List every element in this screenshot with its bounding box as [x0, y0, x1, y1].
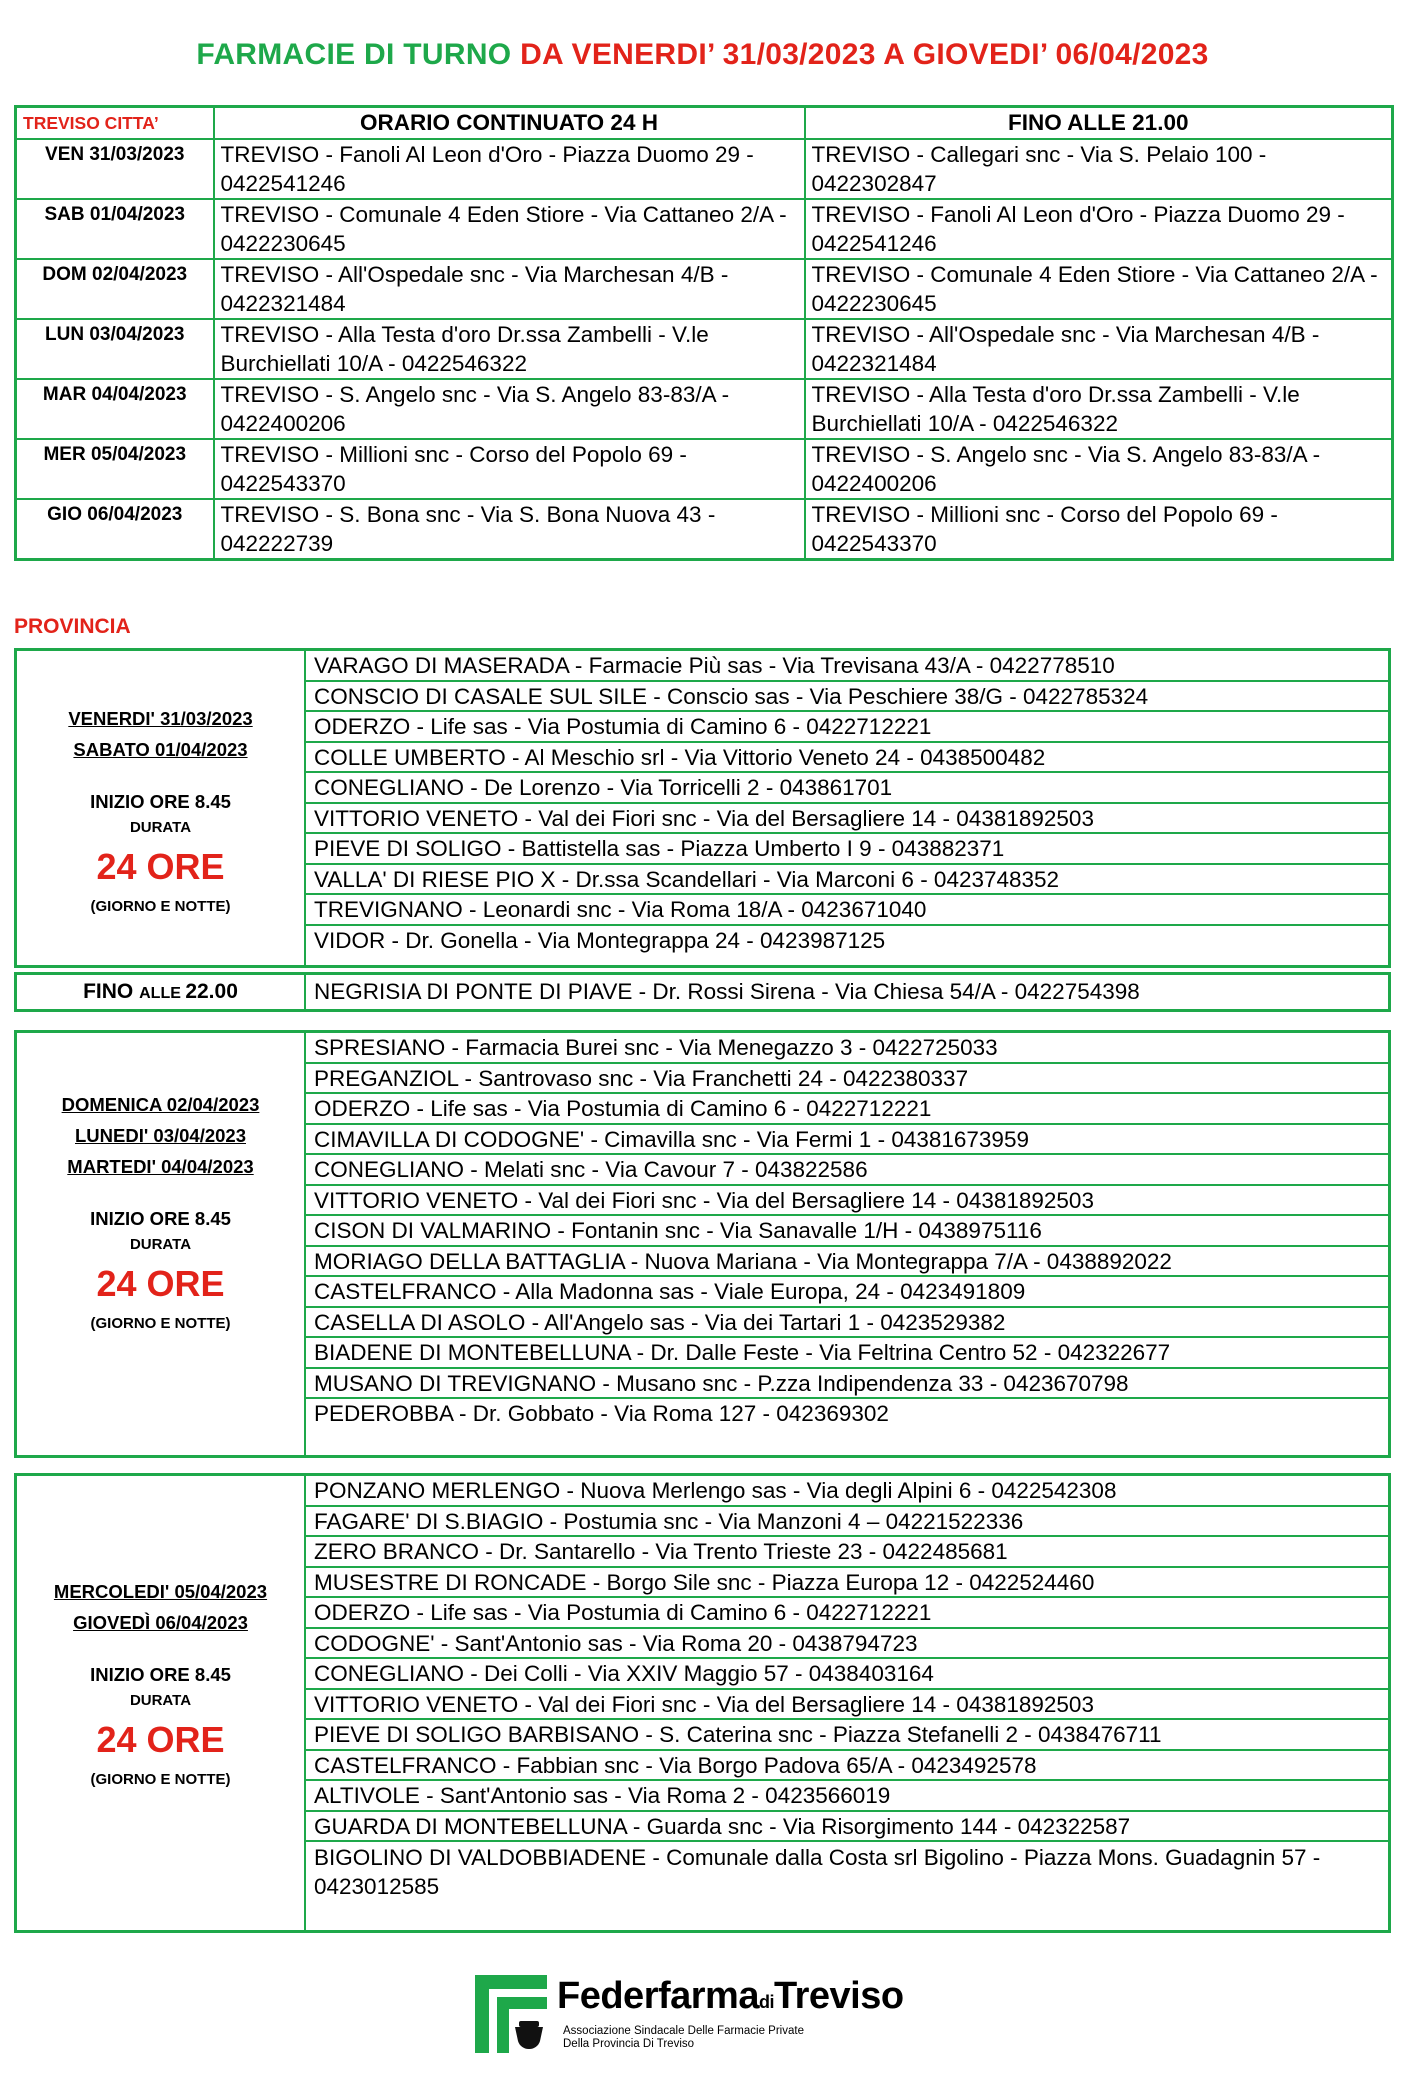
block-date: SABATO 01/04/2023 [73, 739, 248, 760]
federfarma-logo [475, 1975, 935, 2055]
block-date: MARTEDI' 04/04/2023 [67, 1156, 254, 1177]
day-cell: GIO 06/04/2023 [16, 499, 214, 560]
pharmacy-row: VALLA' DI RIESE PIO X - Dr.ssa Scandellari - Via Marconi 6 - 0423748352 [306, 865, 1388, 896]
pharmacy-row: ALTIVOLE - Sant'Antonio sas - Via Roma 2 - 0423566019 [306, 1781, 1388, 1812]
provincia-block [14, 1473, 1391, 1933]
pharmacy-row: PIEVE DI SOLIGO - Battistella sas - Piazza Umberto I 9 - 043882371 [306, 834, 1388, 865]
h21-cell: TREVISO - Millioni snc - Corso del Popolo 69 - 0422543370 [805, 499, 1393, 560]
block-date: GIOVEDÌ 06/04/2023 [73, 1612, 248, 1633]
start-time: INIZIO ORE 8.45 [90, 791, 231, 812]
duration-hours: 24 ORE [96, 846, 225, 887]
header-fino-21: FINO ALLE 21.00 [805, 107, 1393, 140]
day-cell: MER 05/04/2023 [16, 439, 214, 499]
header-24h: ORARIO CONTINUATO 24 H [214, 107, 805, 140]
h24-cell: TREVISO - Millioni snc - Corso del Popolo 69 - 0422543370 [214, 439, 805, 499]
city-row [16, 499, 1393, 560]
duration-label: DURATA [129, 1692, 192, 1709]
pharmacy-row: PONZANO MERLENGO - Nuova Merlengo sas - Via degli Alpini 6 - 0422542308 [306, 1476, 1388, 1507]
pharmacy-row: TREVIGNANO - Leonardi snc - Via Roma 18/A - 0423671040 [306, 895, 1388, 926]
pharmacy-row: MUSESTRE DI RONCADE - Borgo Sile snc - Piazza Europa 12 - 0422524460 [306, 1568, 1388, 1599]
city-row [16, 319, 1393, 379]
pharmacy-row: VARAGO DI MASERADA - Farmacie Più sas - Via Trevisana 43/A - 0422778510 [306, 651, 1388, 682]
block-period [17, 1033, 306, 1455]
pharmacy-row: VITTORIO VENETO - Val dei Fiori snc - Via del Bersagliere 14 - 04381892503 [306, 1186, 1388, 1217]
pharmacy-row: VITTORIO VENETO - Val dei Fiori snc - Via del Bersagliere 14 - 04381892503 [306, 804, 1388, 835]
page-title [0, 38, 1405, 72]
block-period [17, 651, 306, 965]
pharmacy-row: CONEGLIANO - Dei Colli - Via XXIV Maggio 57 - 0438403164 [306, 1659, 1388, 1690]
start-time: INIZIO ORE 8.45 [90, 1664, 231, 1685]
block-period [17, 1476, 306, 1930]
block-date: DOMENICA 02/04/2023 [61, 1094, 260, 1115]
h24-cell: TREVISO - Comunale 4 Eden Stiore - Via Cattaneo 2/A - 0422230645 [214, 199, 805, 259]
fino-22-row [14, 972, 1391, 1012]
block-date: LUNEDI' 03/04/2023 [75, 1125, 246, 1146]
provincia-block [14, 1030, 1391, 1458]
block-date: VENERDI' 31/03/2023 [68, 708, 253, 729]
pharmacy-row: CASTELFRANCO - Fabbian snc - Via Borgo Padova 65/A - 0423492578 [306, 1751, 1388, 1782]
pharmacy-row: ODERZO - Life sas - Via Postumia di Camino 6 - 0422712221 [306, 712, 1388, 743]
h21-cell: TREVISO - Alla Testa d'oro Dr.ssa Zambelli - V.le Burchiellati 10/A - 0422546322 [805, 379, 1393, 439]
pharmacy-row: ZERO BRANCO - Dr. Santarello - Via Trento Trieste 23 - 0422485681 [306, 1537, 1388, 1568]
pharmacy-row: PEDEROBBA - Dr. Gobbato - Via Roma 127 - 042369302 [314, 1401, 889, 1426]
block-dates [17, 1089, 304, 1182]
pharmacy-row: ODERZO - Life sas - Via Postumia di Camino 6 - 0422712221 [306, 1598, 1388, 1629]
h24-cell: TREVISO - Fanoli Al Leon d'Oro - Piazza Duomo 29 - 0422541246 [214, 139, 805, 199]
block-date: MERCOLEDI' 05/04/2023 [53, 1581, 268, 1602]
federfarma-name: FederfarmadiTreviso [557, 1975, 904, 2017]
pharmacy-row: PIEVE DI SOLIGO BARBISANO - S. Caterina snc - Piazza Stefanelli 2 - 0438476711 [306, 1720, 1388, 1751]
pharmacy-row: SPRESIANO - Farmacia Burei snc - Via Menegazzo 3 - 0422725033 [306, 1033, 1388, 1064]
pharmacy-row: CONEGLIANO - Melati snc - Via Cavour 7 - 043822586 [306, 1155, 1388, 1186]
pharmacy-row: PREGANZIOL - Santrovaso snc - Via Franchetti 24 - 0422380337 [306, 1064, 1388, 1095]
pharmacy-row: VIDOR - Dr. Gonella - Via Montegrappa 24 - 0423987125 [314, 927, 886, 953]
fino-22-label: FINO ALLE 22.00 [17, 975, 306, 1009]
h21-cell: TREVISO - S. Angelo snc - Via S. Angelo 83-83/A - 0422400206 [805, 439, 1393, 499]
duration-hours: 24 ORE [96, 1263, 225, 1304]
pharmacy-row: CIMAVILLA DI CODOGNE' - Cimavilla snc - Via Fermi 1 - 04381673959 [306, 1125, 1388, 1156]
block-dates [17, 1576, 304, 1638]
start-time: INIZIO ORE 8.45 [90, 1208, 231, 1229]
day-cell: VEN 31/03/2023 [16, 139, 214, 199]
pharmacy-row: MUSANO DI TREVIGNANO - Musano snc - P.zza Indipendenza 33 - 0423670798 [306, 1369, 1388, 1400]
h21-cell: TREVISO - Callegari snc - Via S. Pelaio 100 - 0422302847 [805, 139, 1393, 199]
pharmacy-row: BIGOLINO DI VALDOBBIADENE - Comunale dalla Costa srl Bigolino - Piazza Mons. Guadagnin 57 - 0423012585 [314, 1845, 1321, 1899]
federfarma-subtitle: Associazione Sindacale Delle Farmacie Private Della Provincia Di Treviso [563, 2025, 804, 2050]
day-cell: SAB 01/04/2023 [16, 199, 214, 259]
pharmacy-row: CASTELFRANCO - Alla Madonna sas - Viale Europa, 24 - 0423491809 [306, 1277, 1388, 1308]
title-part-2: DA VENERDI’ 31/03/2023 A GIOVEDI’ 06/04/2023 [520, 38, 1209, 71]
city-row [16, 199, 1393, 259]
h21-cell: TREVISO - Comunale 4 Eden Stiore - Via Cattaneo 2/A - 0422230645 [805, 259, 1393, 319]
header-treviso-citta: TREVISO CITTA’ [16, 107, 214, 140]
block-dates [17, 703, 304, 765]
duration-label: DURATA [129, 1236, 192, 1253]
treviso-city-table [14, 105, 1394, 561]
duration-label: DURATA [129, 819, 192, 836]
pharmacy-row: GUARDA DI MONTEBELLUNA - Guarda snc - Via Risorgimento 144 - 042322587 [306, 1812, 1388, 1843]
h24-cell: TREVISO - Alla Testa d'oro Dr.ssa Zambelli - V.le Burchiellati 10/A - 0422546322 [214, 319, 805, 379]
day-night-note: (GIORNO E NOTTE) [90, 1315, 231, 1332]
fino-22-pharmacy: NEGRISIA DI PONTE DI PIAVE - Dr. Rossi Sirena - Via Chiesa 54/A - 0422754398 [314, 979, 1140, 1004]
city-row [16, 259, 1393, 319]
pharmacy-row: ODERZO - Life sas - Via Postumia di Camino 6 - 0422712221 [306, 1094, 1388, 1125]
pharmacy-row: CISON DI VALMARINO - Fontanin snc - Via Sanavalle 1/H - 0438975116 [306, 1216, 1388, 1247]
city-row [16, 439, 1393, 499]
federfarma-mark-icon [475, 1975, 547, 2053]
pharmacy-row: MORIAGO DELLA BATTAGLIA - Nuova Mariana - Via Montegrappa 7/A - 0438892022 [306, 1247, 1388, 1278]
pharmacy-row: COLLE UMBERTO - Al Meschio srl - Via Vittorio Veneto 24 - 0438500482 [306, 743, 1388, 774]
title-part-1: FARMACIE DI TURNO [196, 38, 521, 71]
city-row [16, 379, 1393, 439]
day-night-note: (GIORNO E NOTTE) [90, 898, 231, 915]
h21-cell: TREVISO - Fanoli Al Leon d'Oro - Piazza Duomo 29 - 0422541246 [805, 199, 1393, 259]
pharmacy-row: VITTORIO VENETO - Val dei Fiori snc - Via del Bersagliere 14 - 04381892503 [306, 1690, 1388, 1721]
pharmacy-list [306, 1476, 1388, 1903]
provincia-label: PROVINCIA [14, 615, 131, 638]
day-cell: MAR 04/04/2023 [16, 379, 214, 439]
city-table-body [16, 139, 1393, 560]
pharmacy-list [306, 651, 1388, 956]
day-cell: DOM 02/04/2023 [16, 259, 214, 319]
day-cell: LUN 03/04/2023 [16, 319, 214, 379]
h24-cell: TREVISO - All'Ospedale snc - Via Marchesan 4/B - 0422321484 [214, 259, 805, 319]
duration-hours: 24 ORE [96, 1719, 225, 1760]
city-row [16, 139, 1393, 199]
pharmacy-row: CONEGLIANO - De Lorenzo - Via Torricelli 2 - 043861701 [306, 773, 1388, 804]
pharmacy-list [306, 1033, 1388, 1430]
pharmacy-row: FAGARE' DI S.BIAGIO - Postumia snc - Via Manzoni 4 – 04221522336 [306, 1507, 1388, 1538]
h21-cell: TREVISO - All'Ospedale snc - Via Marchesan 4/B - 0422321484 [805, 319, 1393, 379]
pharmacy-row: CONSCIO DI CASALE SUL SILE - Conscio sas - Via Peschiere 38/G - 0422785324 [306, 682, 1388, 713]
h24-cell: TREVISO - S. Angelo snc - Via S. Angelo 83-83/A - 0422400206 [214, 379, 805, 439]
provincia-block [14, 648, 1391, 968]
pharmacy-row: CASELLA DI ASOLO - All'Angelo sas - Via dei Tartari 1 - 0423529382 [306, 1308, 1388, 1339]
h24-cell: TREVISO - S. Bona snc - Via S. Bona Nuova 43 - 042222739 [214, 499, 805, 560]
pharmacy-row: BIADENE DI MONTEBELLUNA - Dr. Dalle Feste - Via Feltrina Centro 52 - 042322677 [306, 1338, 1388, 1369]
pharmacy-row: CODOGNE' - Sant'Antonio sas - Via Roma 20 - 0438794723 [306, 1629, 1388, 1660]
day-night-note: (GIORNO E NOTTE) [90, 1771, 231, 1788]
